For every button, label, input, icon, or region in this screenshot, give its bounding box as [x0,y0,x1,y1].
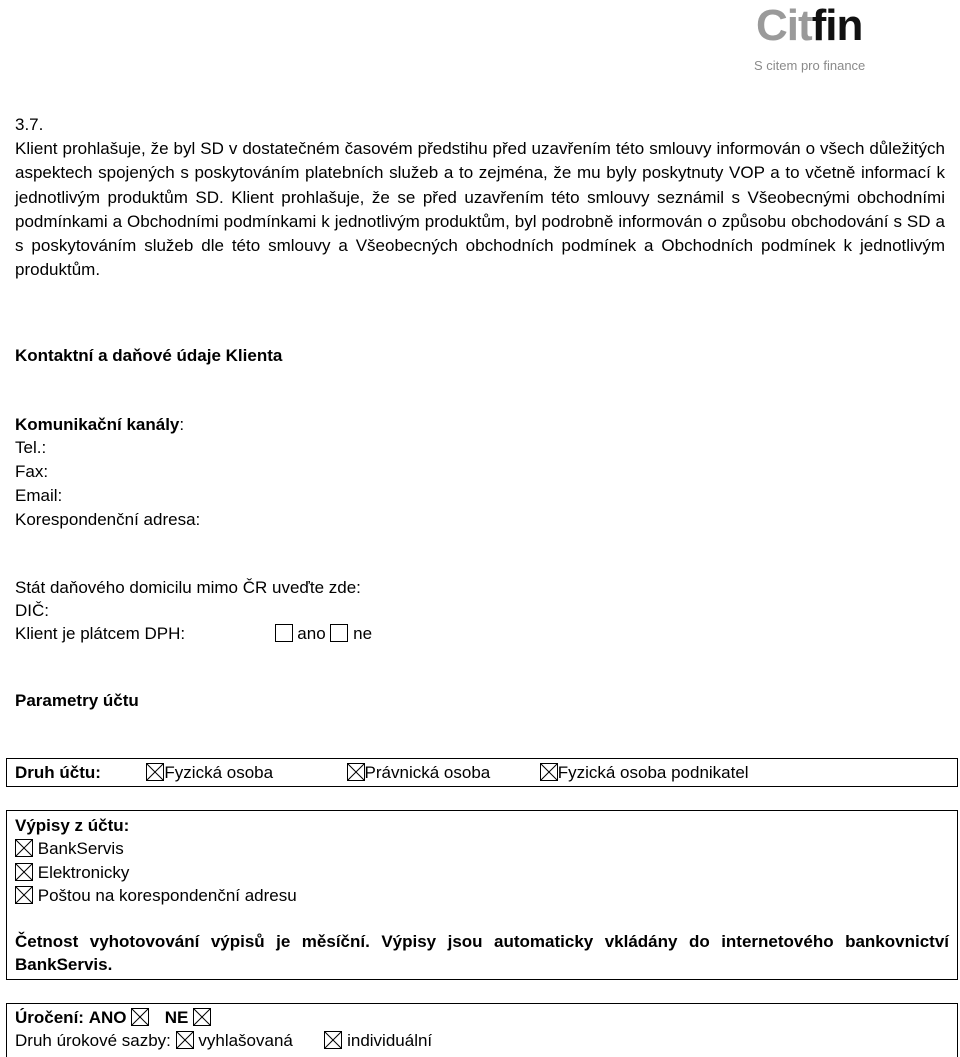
rate-checkbox-announced[interactable] [176,1031,194,1049]
statements-checkbox-bankservis[interactable] [15,839,33,857]
account-type-option-physical: Fyzická osoba [164,763,274,782]
rate-option-individual: individuální [347,1031,433,1050]
rate-line [15,1030,949,1052]
interest-label: Úročení: [15,1008,84,1027]
tel-label: Tel.: [15,438,47,457]
statements-frequency: Četnost vyhotovování výpisů je měsíční. Výpisy jsou automaticky vkládány do internetového bankovnictví BankServis. [15,932,949,974]
vat-yes-checkbox[interactable] [275,624,293,642]
interest-no-checkbox[interactable] [193,1008,211,1026]
channels-label-line: Komunikační kanály: [15,415,185,434]
statements-option-electronic: Elektronicky [15,862,949,884]
account-type-option-entrepreneur: Fyzická osoba podnikatel [557,763,749,782]
account-type-line [15,762,949,784]
account-type-checkbox-legal[interactable] [347,763,365,781]
statements-option-post: Poštou na korespondenční adresu [15,885,949,907]
rate-label: Druh úrokové sazby: [15,1031,171,1050]
channels-label: Komunikační kanály [15,415,180,434]
statements-option-bankservis: BankServis [15,838,949,860]
account-type-box [6,758,958,787]
statements-checkbox-electronic[interactable] [15,863,33,881]
statements-box [6,810,958,980]
statements-label: Výpisy z účtu: [15,816,130,835]
vat-yes-label: ano [297,624,326,643]
contact-heading: Kontaktní a daňové údaje Klienta [15,346,283,365]
rate-checkbox-individual[interactable] [324,1031,342,1049]
vat-label: Klient je plátcem DPH: [15,624,186,643]
vat-no-label: ne [353,624,373,643]
account-type-checkbox-entrepreneur[interactable] [540,763,558,781]
citfin-logo [752,2,872,82]
interest-yes-label: ANO [88,1008,127,1027]
account-type-label: Druh účtu: [15,763,101,782]
section-number: 3.7. [15,115,44,134]
interest-yes-checkbox[interactable] [131,1008,149,1026]
tax-domicile-label: Stát daňového domicilu mimo ČR uveďte zde: [15,578,361,597]
params-heading: Parametry účtu [15,691,139,710]
logo-tagline: S citem pro finance [754,58,866,73]
email-label: Email: [15,486,63,505]
interest-no-label: NE [164,1008,189,1027]
rate-option-announced: vyhlašovaná [198,1031,293,1050]
interest-box [6,1003,958,1057]
fax-label: Fax: [15,462,49,481]
account-type-option-legal: Právnická osoba [364,763,491,782]
address-label: Korespondenční adresa: [15,510,201,529]
declaration-paragraph: Klient prohlašuje, že byl SD v dostatečném časovém předstihu před uzavřením této smlouvy informován o všech důležitých aspektech spojených s poskytováním platebních služeb a to zejména, že mu byly poskytnuty VOP a to včetně informací k jednotlivým produktům SD. Klient prohlašuje, že se před uzavřením této smlouvy seznámil s Všeobecnými obchodními podmínkami a Obchodními podmínkami k jednotlivým produktům, byl podrobně informován o způsobu obchodování s SD a s poskytováním služeb dle této smlouvy a Všeobecných obchodních podmínek a Obchodních podmínek k jednotlivým produktům. [15,139,945,280]
dic-label: DIČ: [15,601,49,620]
statements-checkbox-post[interactable] [15,886,33,904]
logo-wordmark: Citfin [756,1,863,50]
interest-line [15,1007,949,1029]
vat-no-checkbox[interactable] [330,624,348,642]
account-type-checkbox-physical[interactable] [146,763,164,781]
vat-line [15,623,372,645]
